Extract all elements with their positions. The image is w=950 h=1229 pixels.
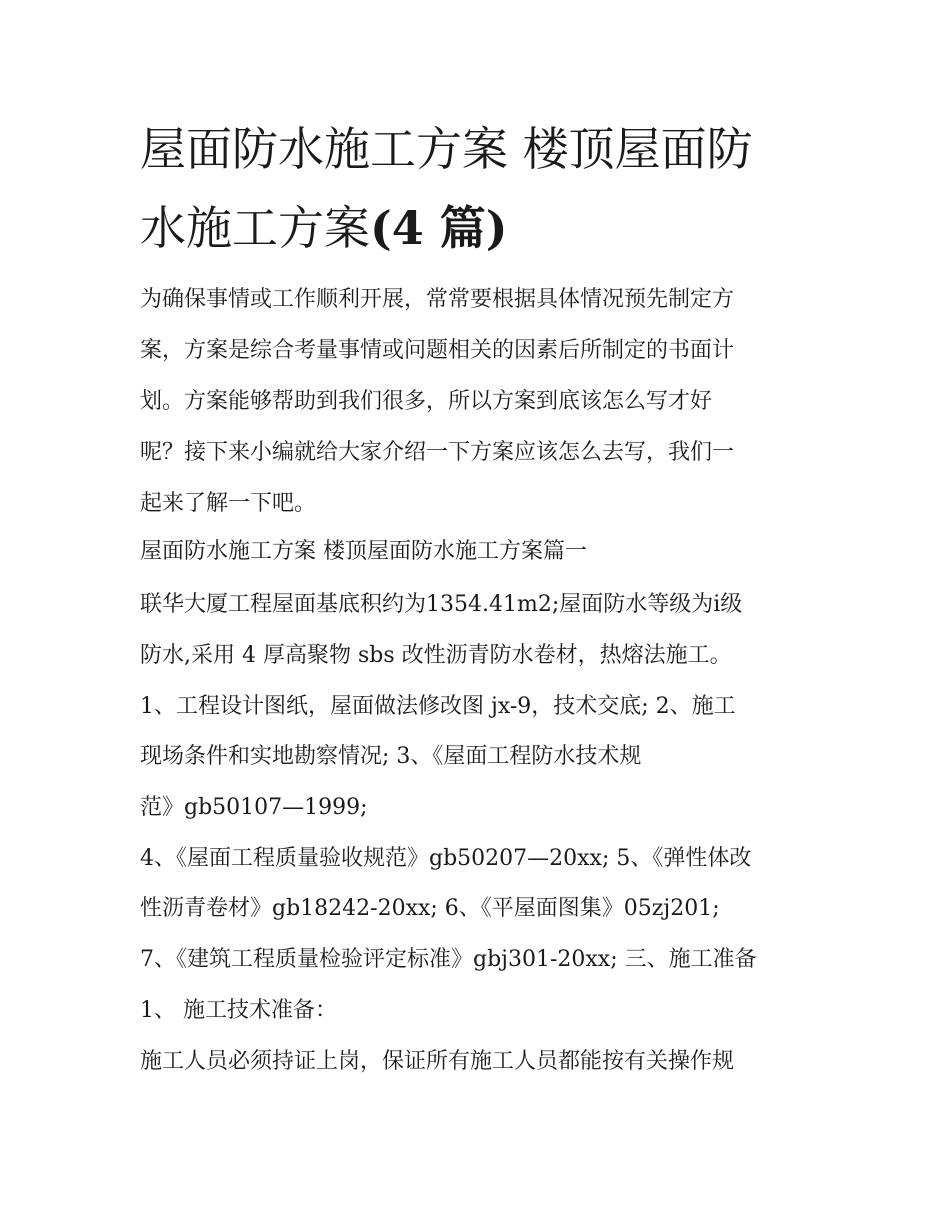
body-line-8: 防水,采用 4 厚高聚物 sbs 改性沥青防水卷材，热熔法施工。 xyxy=(140,643,732,668)
body-line-1: 为确保事情或工作顺利开展，常常要根据具体情况预先制定方 xyxy=(140,287,735,312)
body-line-14: 7、《建筑工程质量检验评定标准》gbj301-20xx; 三、施工准备 xyxy=(140,947,757,972)
body-line-12: 4、《屋面工程质量验收规范》gb50207—20xx; 5、《弹性体改 xyxy=(140,846,752,871)
body-line-5: 起来了解一下吧。 xyxy=(140,491,317,516)
body-line-2: 案，方案是综合考量事情或问题相关的因素后所制定的书面计 xyxy=(140,338,735,363)
body-line-3: 划。方案能够帮助到我们很多，所以方案到底该怎么写才好 xyxy=(140,389,713,414)
body-line-15: 1、 施工技术准备： xyxy=(140,998,337,1023)
document-title-line-1: 屋面防水施工方案 楼顶屋面防 xyxy=(140,122,753,176)
document-title-line-2: 水施工方案(4 篇) xyxy=(140,201,508,255)
body-line-10: 现场条件和实地勘察情况; 3、《屋面工程防水技术规 xyxy=(140,744,642,769)
body-line-16: 施工人员必须持证上岗，保证所有施工人员都能按有关操作规 xyxy=(140,1049,735,1074)
body-line-13: 性沥青卷材》gb18242-20xx; 6、《平屋面图集》05zj201; xyxy=(140,896,720,921)
body-line-4: 呢？接下来小编就给大家介绍一下方案应该怎么去写，我们一 xyxy=(140,440,735,465)
body-line-7: 联华大厦工程屋面基底积约为1354.41m2;屋面防水等级为ⅰ级 xyxy=(140,592,743,617)
body-line-11: 范》gb50107—1999; xyxy=(140,795,368,820)
body-line-9: 1、工程设计图纸，屋面做法修改图 jx-9，技术交底; 2、施工 xyxy=(140,694,736,719)
section-heading: 屋面防水施工方案 楼顶屋面防水施工方案篇一 xyxy=(140,539,587,564)
